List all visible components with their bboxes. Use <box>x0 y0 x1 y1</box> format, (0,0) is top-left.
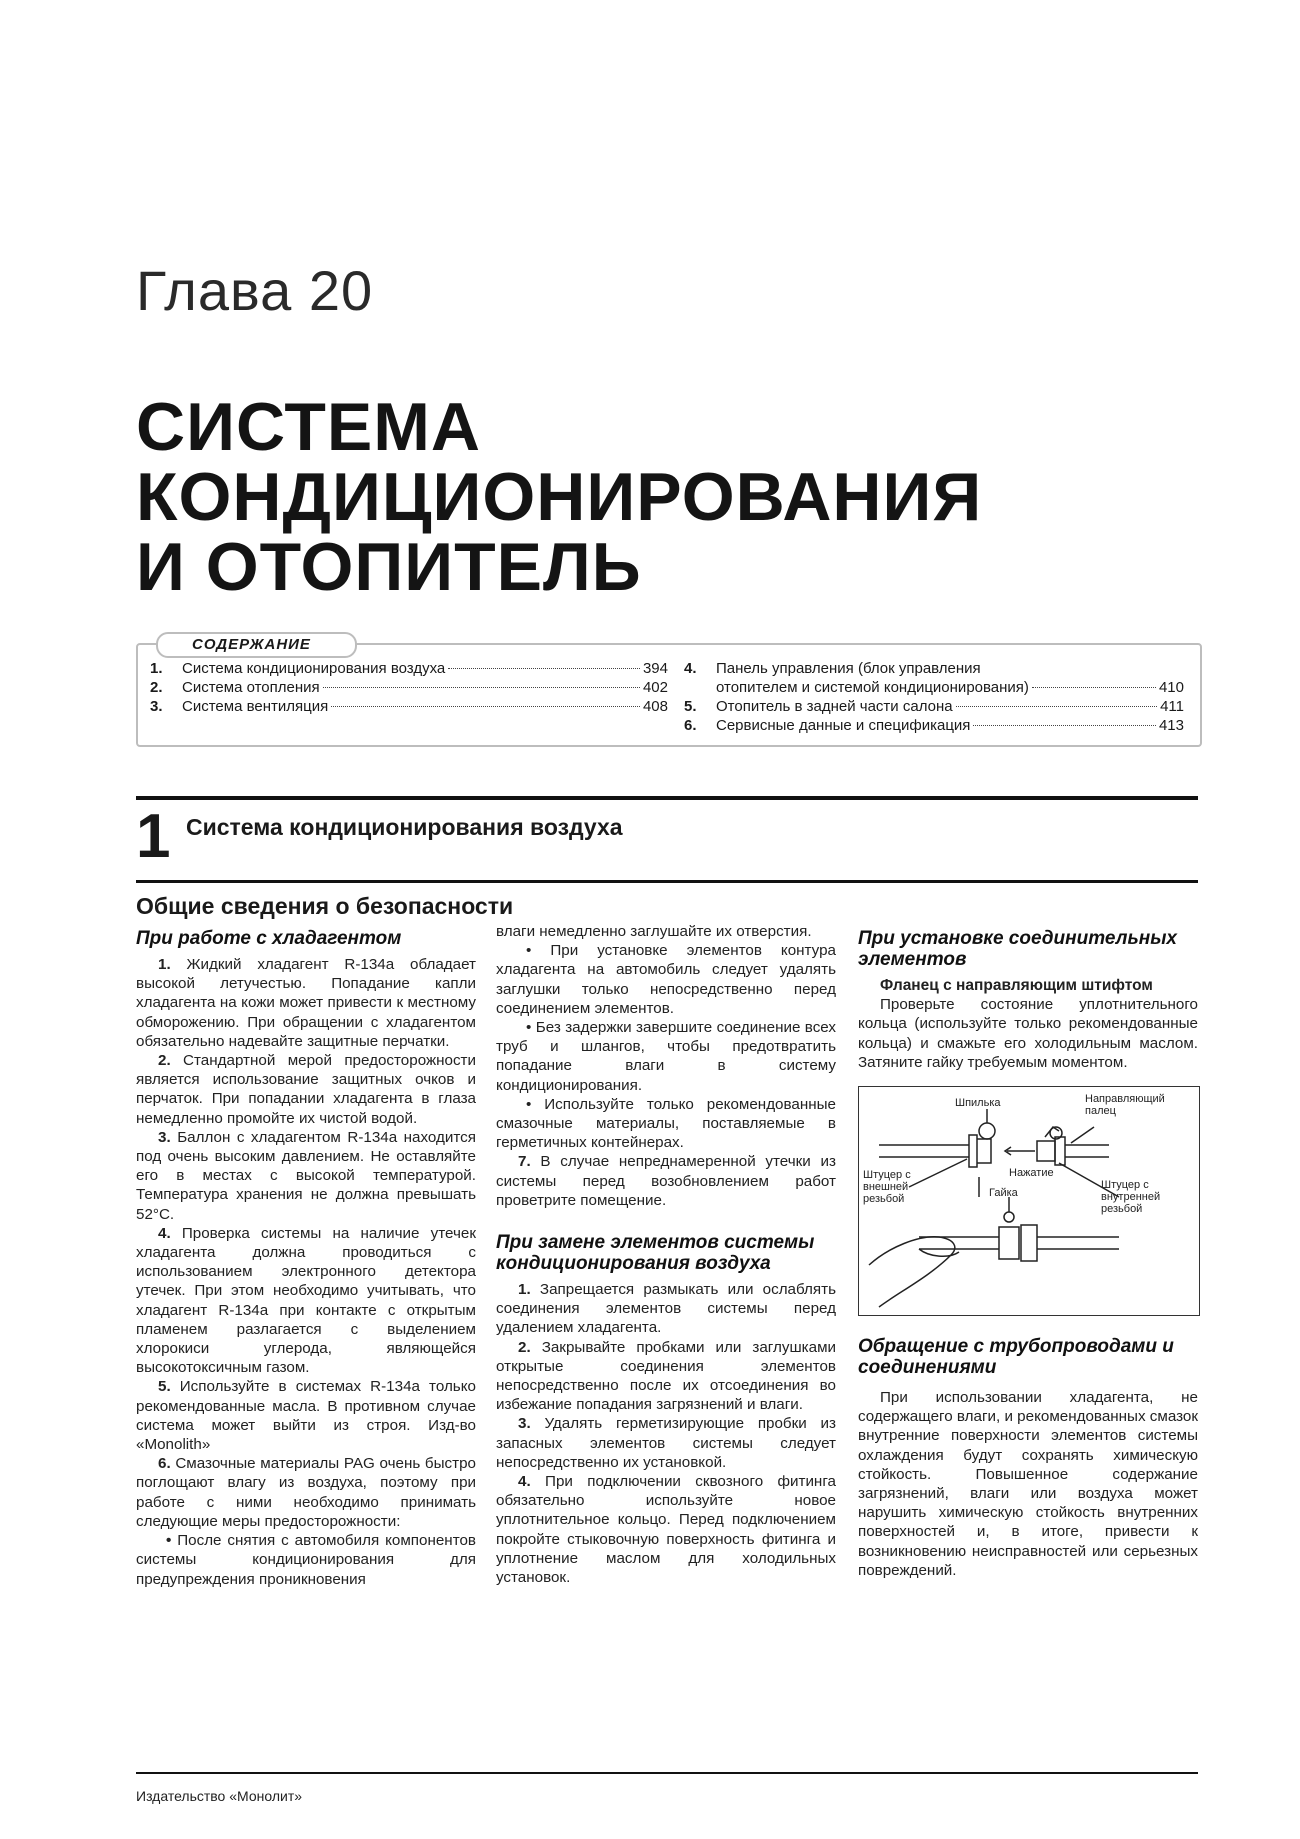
item-number: 3. <box>518 1415 531 1433</box>
item-number: 3. <box>158 1128 171 1146</box>
column-heading: Обращение с трубопроводами и соединениями <box>858 1336 1174 1379</box>
label-press: Нажатие <box>1009 1167 1054 1180</box>
toc-item-2[interactable] <box>150 678 668 697</box>
chapter-label: Глава 20 <box>136 259 374 322</box>
paragraph-text: Используйте только рекомендованные смазочные материалы, поставляемые в герметичных контейнерах. <box>496 1095 836 1152</box>
column-subheading: Фланец с направляющим штифтом <box>880 977 1153 994</box>
paragraph-text: Используйте в системах R-134a только рекомендованные масла. В противном случае система может выйти из строя. Изд-во «Monolith» <box>136 1378 476 1454</box>
paragraph <box>136 1224 476 1378</box>
toc-text: Система вентиляция <box>182 698 329 715</box>
toc-item-4[interactable] <box>684 659 1184 678</box>
footer-rule <box>136 1772 1198 1774</box>
toc-page: 410 <box>1158 679 1184 696</box>
paragraph-text: Жидкий хладагент R-134a обладает высокой летучестью. Попадание капли хладагента на кожи может привести к местному обморожению. При обращении с хладагентом обязательно надевайте защитные перчатки. <box>136 956 476 1050</box>
paragraph <box>496 922 836 941</box>
toc-number: 4. <box>684 660 697 677</box>
toc-leader <box>448 668 640 669</box>
toc-number: 5. <box>684 698 697 715</box>
text-column-1 <box>136 928 476 1589</box>
section-title: Система кондиционирования воздуха <box>186 814 623 840</box>
paragraph-text: В случае непреднамеренной утечки из системы перед возобновлением работ проветрите помещение. <box>496 1153 836 1209</box>
paragraph <box>496 941 836 1018</box>
toc-text: Отопитель в задней части салона <box>716 698 953 715</box>
toc-item-5[interactable] <box>684 697 1184 716</box>
paragraph-text: Запрещается размыкать или ослаблять соединения элементов системы перед удалением хладагента. <box>496 1281 836 1337</box>
toc-item-4-continued[interactable] <box>684 678 1184 697</box>
label-pin: Шпилька <box>955 1097 1001 1110</box>
column-heading: При замене элементов системы кондиционирования воздуха <box>496 1232 815 1275</box>
flange-figure <box>858 1086 1200 1316</box>
label-internal-thread: Штуцер с внутренней резьбой <box>1101 1179 1161 1216</box>
item-number: 1. <box>158 956 171 973</box>
paragraph-text: При подключении сквозного фитинга обязательно используйте новое уплотнительное кольцо. Перед подключением покройте стыковочную поверхность фитинга и уплотнение маслом для холодильных установок. <box>496 1473 836 1587</box>
bullet: • <box>526 1019 532 1037</box>
contents-label: СОДЕРЖАНИЕ <box>156 632 357 658</box>
paragraph-text: Удалять герметизирующие пробки из запасных элементов системы следует непосредственно их установкой. <box>496 1415 836 1471</box>
section-top-rule <box>136 796 1198 800</box>
toc-item-1[interactable] <box>150 659 668 678</box>
paragraph <box>136 1051 476 1128</box>
chapter-title <box>136 389 1196 605</box>
bullet: • <box>526 1095 532 1113</box>
paragraph-text: Баллон с хладагентом R-134a находится под очень высоким давлением. Не оставляйте его в местах с высокой температурой. Температура хранения не должна превышать 52°С. <box>136 1128 476 1223</box>
paragraph-text: При установке элементов контура хладагента на автомобиль следует удалять заглушки только непосредственно перед соединением элементов. <box>496 942 836 1017</box>
toc-text: Панель управления (блок управления <box>716 660 981 677</box>
toc-leader <box>973 725 1156 726</box>
paragraph-text: После снятия с автомобиля компонентов системы кондиционирования для предупреждения проникновения <box>136 1532 476 1588</box>
bullet: • <box>526 942 532 960</box>
subsection-title: Общие сведения о безопасности <box>136 893 514 919</box>
paragraph <box>496 1152 836 1210</box>
toc-text: Сервисные данные и спецификация <box>716 717 971 734</box>
paragraph <box>136 1531 476 1589</box>
title-line-1: СИСТЕМА <box>136 389 482 465</box>
paragraph-text: Закрывайте пробками или заглушками открытые соединения элементов непосредственно после их отсоединения во избежание попадания загрязнений и влаги. <box>496 1338 836 1414</box>
toc-item-6[interactable] <box>684 716 1184 735</box>
toc-page: 411 <box>1160 698 1184 715</box>
column-heading: При установке соединительных элементов <box>858 928 1178 970</box>
bullet: • <box>166 1532 172 1550</box>
toc-page: 394 <box>642 660 668 677</box>
item-number: 7. <box>518 1153 531 1171</box>
paragraph-text: Смазочные материалы PAG очень быстро поглощают влагу из воздуха, поэтому при работе с ними необходимо принимать следующие меры предосторожности: <box>136 1455 476 1530</box>
paragraph-text: При использовании хладагента, не содержащего влаги, и рекомендованных смазок внутренние поверхности элементов системы охлаждения будут сохранять химическую стойкость. Повышенное содержание загрязнений, влаги или воздуха может нарушить химическую стойкость внутренних поверхностей и, в итоге, привести к возникновению неисправностей или серьезных повреждений. <box>858 1389 1198 1579</box>
toc-number: 3. <box>150 698 163 715</box>
toc-leader <box>1032 687 1156 688</box>
item-number: 1. <box>518 1281 531 1299</box>
item-number: 2. <box>518 1338 531 1356</box>
item-number: 4. <box>158 1224 171 1242</box>
section-number: 1 <box>136 802 171 871</box>
contents-left-column <box>150 659 668 716</box>
paragraph <box>496 1414 836 1472</box>
paragraph <box>136 955 476 1051</box>
paragraph <box>136 1454 476 1531</box>
section-bottom-rule <box>136 880 1198 883</box>
toc-page: 402 <box>642 679 668 696</box>
paragraph-text: влаги немедленно заглушайте их отверстия. <box>496 923 812 940</box>
contents-right-column <box>684 659 1184 735</box>
toc-number: 2. <box>150 679 163 696</box>
paragraph-text: Без задержки завершите соединение всех труб и шлангов, чтобы предотвратить попадание влаги в систему кондиционирования. <box>496 1019 836 1094</box>
label-guide-pin: Направляющий палец <box>1085 1093 1165 1118</box>
paragraph <box>496 1095 836 1153</box>
paragraph-text: Проверка системы на наличие утечек хладагента должна проводиться с использованием электронного детектора утечек. При этом необходимо учитывать, что хладагент R-134a при контакте с открытым пламенем разлагается с выделением хлорокиси углерода, являющейся высокотоксичным газом. <box>136 1224 476 1377</box>
paragraph <box>136 1128 476 1224</box>
paragraph-text: Проверьте состояние уплотнительного кольца (используйте только рекомендованные кольца) и смажьте его холодильным маслом. Затяните гайку требуемым моментом. <box>858 996 1198 1071</box>
toc-number: 1. <box>150 660 163 677</box>
title-line-3: И ОТОПИТЕЛЬ <box>136 529 642 605</box>
title-line-2: КОНДИЦИОНИРОВАНИЯ <box>136 459 983 535</box>
column-heading: При работе с хладагентом <box>136 928 402 949</box>
item-number: 4. <box>518 1473 531 1491</box>
text-column-3 <box>858 928 1198 1580</box>
paragraph <box>858 1388 1198 1580</box>
text-column-2 <box>496 922 836 1587</box>
toc-leader <box>331 706 640 707</box>
label-external-thread: Штуцер с внешней резьбой <box>863 1169 911 1206</box>
item-number: 5. <box>158 1378 171 1396</box>
toc-page: 413 <box>1158 717 1184 734</box>
paragraph <box>496 1338 836 1415</box>
toc-item-3[interactable] <box>150 697 668 716</box>
contents-box <box>136 636 1202 747</box>
paragraph <box>858 995 1198 1072</box>
label-nut: Гайка <box>989 1187 1018 1200</box>
paragraph-text: Стандартной мерой предосторожности является использование защитных очков и перчаток. При попадании хладагента в глаза немедленно промойте их чистой водой. <box>136 1052 476 1127</box>
paragraph <box>136 1377 476 1454</box>
paragraph <box>496 1472 836 1587</box>
toc-number: 6. <box>684 717 697 734</box>
item-number: 6. <box>158 1455 171 1473</box>
paragraph <box>496 1280 836 1338</box>
toc-text: Система кондиционирования воздуха <box>182 660 446 677</box>
toc-page: 408 <box>642 698 668 715</box>
toc-leader <box>323 687 640 688</box>
toc-text: отопителем и системой кондиционирования) <box>716 679 1029 696</box>
paragraph <box>496 1018 836 1095</box>
toc-text: Система отопления <box>182 679 320 696</box>
item-number: 2. <box>158 1052 171 1070</box>
publisher-footer: Издательство «Монолит» <box>136 1788 303 1804</box>
toc-leader <box>956 706 1157 707</box>
